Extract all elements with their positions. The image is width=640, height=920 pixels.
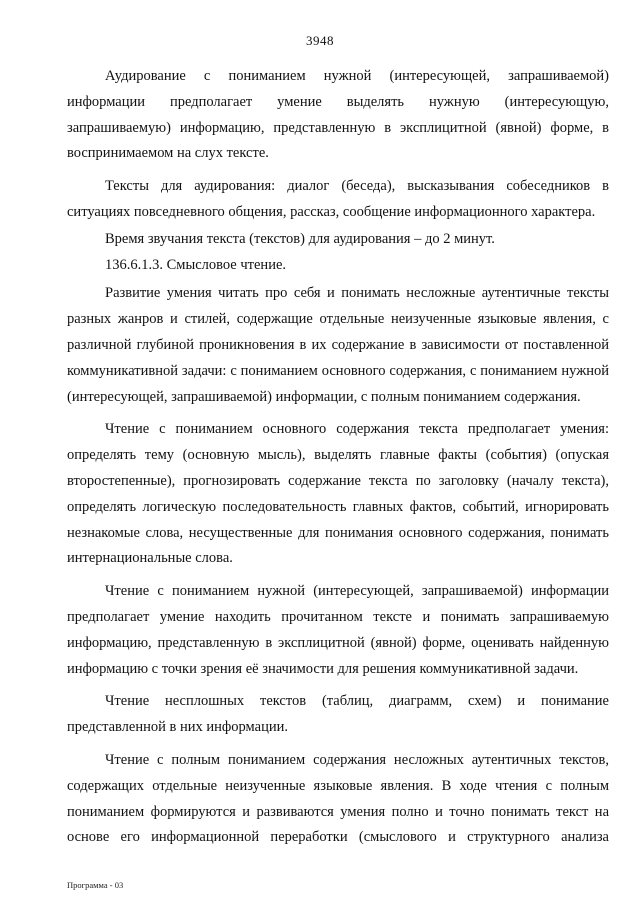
paragraph-reading-full: Чтение с полным пониманием содержания несложных аутентичных текстов, содержащих отдельные неизученные языковые явления. В ходе чтения с полным пониманием формируются и развиваются умения полно и точно понимать текст на основе его информационной переработки (смыслового и структурного анализа xyxy=(67,751,609,846)
footer-program-label: Программа - 03 xyxy=(67,880,124,890)
paragraph-listening-duration: Время звучания текста (текстов) для аудирования – до 2 минут. xyxy=(105,230,495,247)
section-heading-reading: 136.6.1.3. Смысловое чтение. xyxy=(105,256,287,273)
paragraph-reading-development: Развитие умения читать про себя и понимать несложные аутентичные тексты разных жанров и стилей, содержащие отдельные неизученные языковые явления, с различной глубиной проникновения в их содержание в зависимости от поставленной коммуникативной задачи: с пониманием основного содержания, с пониманием нужной (интересующей, запрашиваемой) информации, с полным пониманием содержания. xyxy=(67,285,609,405)
page-number: 3948 xyxy=(306,33,334,48)
paragraph-listening-selective: Аудирование с пониманием нужной (интересующей, запрашиваемой) информации предполагает умение выделять нужную (интересующую, запрашиваемую) информацию, представленную в эксплицитной (явной) форме, в воспринимаемом на слух тексте. xyxy=(67,68,609,162)
document-body xyxy=(67,64,609,851)
paragraph-reading-noncontinuous: Чтение несплошных текстов (таблиц, диаграмм, схем) и понимание представленной в них информации. xyxy=(67,693,609,736)
paragraph-reading-main-content: Чтение с пониманием основного содержания текста предполагает умения: определять тему (основную мысль), выделять главные факты (события) (опуская второстепенные), прогнозировать содержание текста по заголовку (началу текста), определять логическую последовательность главных фактов, событий, игнорировать незнакомые слова, несущественные для понимания основного содержания, понимать интернациональные слова. xyxy=(67,421,609,567)
paragraph-reading-selective: Чтение с пониманием нужной (интересующей, запрашиваемой) информации предполагает умение находить прочитанном тексте и понимать запрашиваемую информацию, представленную в эксплицитной (явной) форме, оценивать найденную информацию с точки зрения её значимости для решения коммуникативной задачи. xyxy=(67,583,609,677)
paragraph-listening-texts: Тексты для аудирования: диалог (беседа), высказывания собеседников в ситуациях повседневного общения, рассказ, сообщение информационного характера. xyxy=(67,178,609,220)
